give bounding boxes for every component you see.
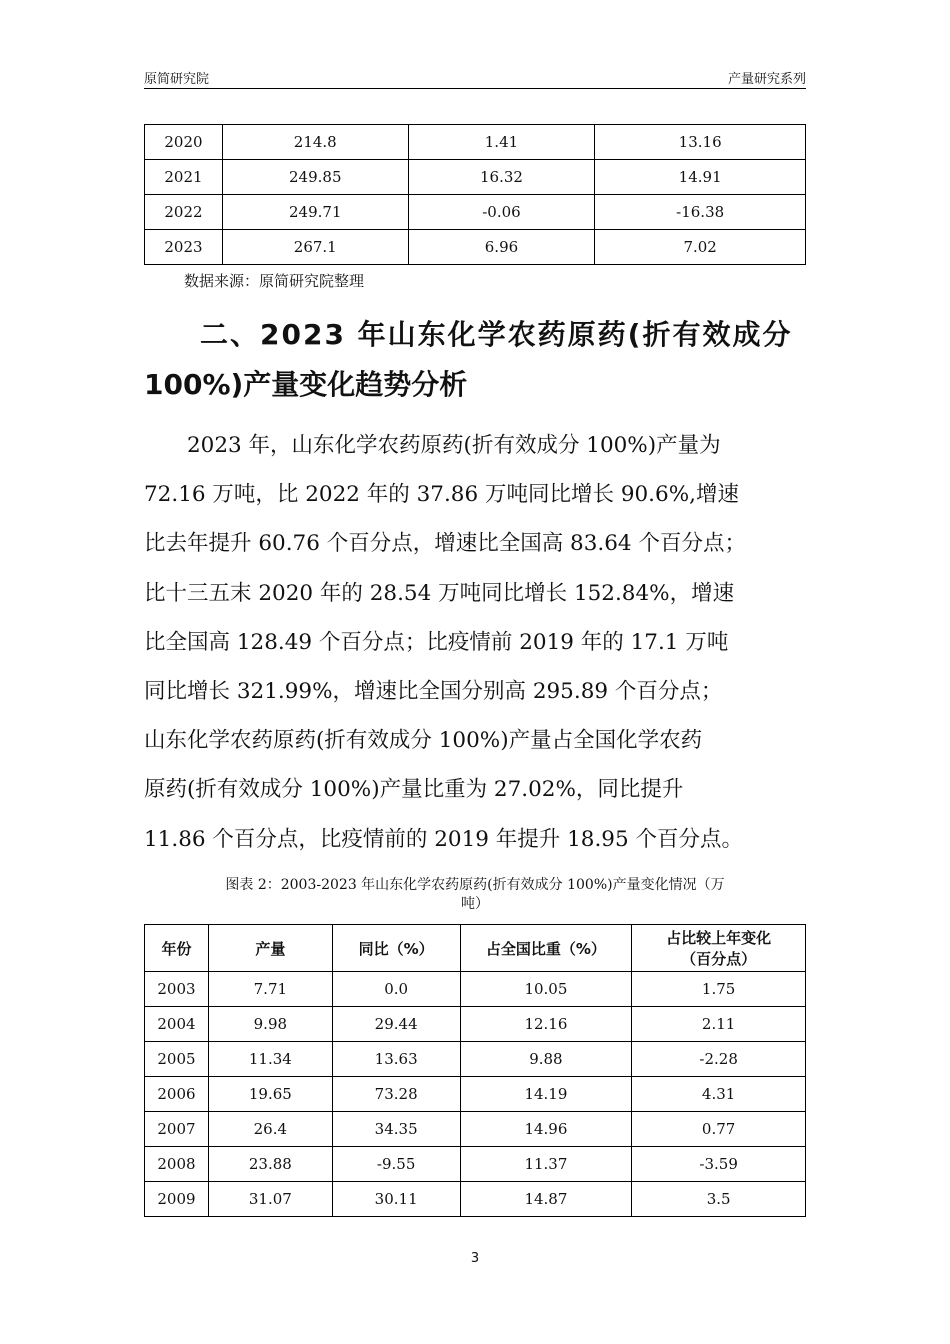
table-header-row [145, 925, 806, 972]
table-cell: 4.31 [632, 1077, 806, 1112]
data-source-note: 数据来源：原简研究院整理 [184, 272, 365, 290]
table-cell: 2003 [145, 972, 209, 1007]
paragraph-line: 11.86 个百分点，比疫情前的 2019 年提升 18.95 个百分点。 [144, 826, 743, 852]
table-cell: 31.07 [208, 1182, 332, 1217]
paragraph-line: 比十三五末 2020 年的 28.54 万吨同比增长 152.84%，增速 [144, 580, 735, 606]
paragraph-line: 山东化学农药原药(折有效成分 100%)产量占全国化学农药 [144, 728, 703, 754]
table-cell: 2007 [145, 1112, 209, 1147]
header-left-title: 原简研究院 [144, 72, 210, 87]
table-cell: -0.06 [408, 195, 595, 230]
column-header-share-change-line-2: （百分点） [681, 950, 757, 968]
table-cell: 29.44 [332, 1007, 460, 1042]
section-heading-line-1: 二、2023 年山东化学农药原药(折有效成分 [200, 318, 793, 351]
table-cell: -9.55 [332, 1147, 460, 1182]
table-cell: 7.71 [208, 972, 332, 1007]
table-cell: 2020 [145, 125, 223, 160]
data-table-continued [144, 124, 806, 265]
table-cell: 34.35 [332, 1112, 460, 1147]
table-cell: 2022 [145, 195, 223, 230]
table-caption-line-2: 吨） [461, 896, 489, 912]
table-cell: 2.11 [632, 1007, 806, 1042]
table-cell: 0.77 [632, 1112, 806, 1147]
paragraph-line: 原药(折有效成分 100%)产量比重为 27.02%，同比提升 [144, 777, 684, 803]
page-header [144, 66, 806, 89]
column-header-output: 产量 [208, 925, 332, 972]
table-cell: 2009 [145, 1182, 209, 1217]
table-cell: 9.88 [460, 1042, 632, 1077]
table-cell: 11.34 [208, 1042, 332, 1077]
production-table [144, 924, 806, 1217]
table-row [145, 1077, 806, 1112]
table-cell: 12.16 [460, 1007, 632, 1042]
paragraph-line: 比全国高 128.49 个百分点；比疫情前 2019 年的 17.1 万吨 [144, 629, 729, 655]
table-cell: 14.19 [460, 1077, 632, 1112]
column-header-share-change [632, 925, 806, 972]
table-cell: 2004 [145, 1007, 209, 1042]
table-cell: 2005 [145, 1042, 209, 1077]
table-cell: 2023 [145, 230, 223, 265]
table-cell: 13.16 [595, 125, 806, 160]
table-cell: 14.96 [460, 1112, 632, 1147]
section-heading-line-2: 100%)产量变化趋势分析 [144, 368, 468, 401]
page-number: 3 [470, 1251, 480, 1266]
table-cell: 73.28 [332, 1077, 460, 1112]
table-cell: 1.75 [632, 972, 806, 1007]
table-cell: 249.71 [222, 195, 408, 230]
table-cell: 16.32 [408, 160, 595, 195]
table-cell: -16.38 [595, 195, 806, 230]
table-cell: 11.37 [460, 1147, 632, 1182]
column-header-yoy: 同比（%） [332, 925, 460, 972]
table-row [145, 160, 806, 195]
table-cell: 1.41 [408, 125, 595, 160]
table-row [145, 1112, 806, 1147]
column-header-year: 年份 [145, 925, 209, 972]
table-row [145, 972, 806, 1007]
table-cell: 214.8 [222, 125, 408, 160]
table-row [145, 195, 806, 230]
table-row [145, 1007, 806, 1042]
table-cell: 0.0 [332, 972, 460, 1007]
paragraph-line: 2023 年，山东化学农药原药(折有效成分 100%)产量为 [187, 433, 721, 458]
table-cell: 26.4 [208, 1112, 332, 1147]
paragraph-line: 比去年提升 60.76 个百分点，增速比全国高 83.64 个百分点； [144, 531, 746, 557]
table-cell: 2008 [145, 1147, 209, 1182]
table-cell: 6.96 [408, 230, 595, 265]
table-cell: 249.85 [222, 160, 408, 195]
table-cell: 267.1 [222, 230, 408, 265]
table-cell: 10.05 [460, 972, 632, 1007]
header-right-title: 产量研究系列 [727, 72, 806, 87]
table-cell: 23.88 [208, 1147, 332, 1182]
table-row [145, 1182, 806, 1217]
table-cell: 3.5 [632, 1182, 806, 1217]
table-row [145, 1042, 806, 1077]
table-cell: 30.11 [332, 1182, 460, 1217]
table-cell: -3.59 [632, 1147, 806, 1182]
table-cell: 7.02 [595, 230, 806, 265]
table-cell: 19.65 [208, 1077, 332, 1112]
body-paragraph [144, 421, 806, 864]
table-cell: 14.91 [595, 160, 806, 195]
column-header-national-share: 占全国比重（%） [460, 925, 632, 972]
table-row [145, 230, 806, 265]
table-cell: 14.87 [460, 1182, 632, 1217]
table-cell: -2.28 [632, 1042, 806, 1077]
table-row [145, 125, 806, 160]
table-row [145, 1147, 806, 1182]
column-header-share-change-line-1: 占比较上年变化 [666, 929, 772, 947]
table-caption [144, 876, 806, 914]
table-cell: 2006 [145, 1077, 209, 1112]
paragraph-line: 同比增长 321.99%，增速比全国分别高 295.89 个百分点； [144, 679, 723, 705]
table-caption-line-1: 图表 2：2003-2023 年山东化学农药原药(折有效成分 100%)产量变化情况（万 [225, 877, 725, 893]
table-cell: 13.63 [332, 1042, 460, 1077]
section-heading [144, 310, 806, 410]
paragraph-line: 72.16 万吨，比 2022 年的 37.86 万吨同比增长 90.6%,增速 [144, 482, 739, 508]
table-cell: 9.98 [208, 1007, 332, 1042]
table-cell: 2021 [145, 160, 223, 195]
